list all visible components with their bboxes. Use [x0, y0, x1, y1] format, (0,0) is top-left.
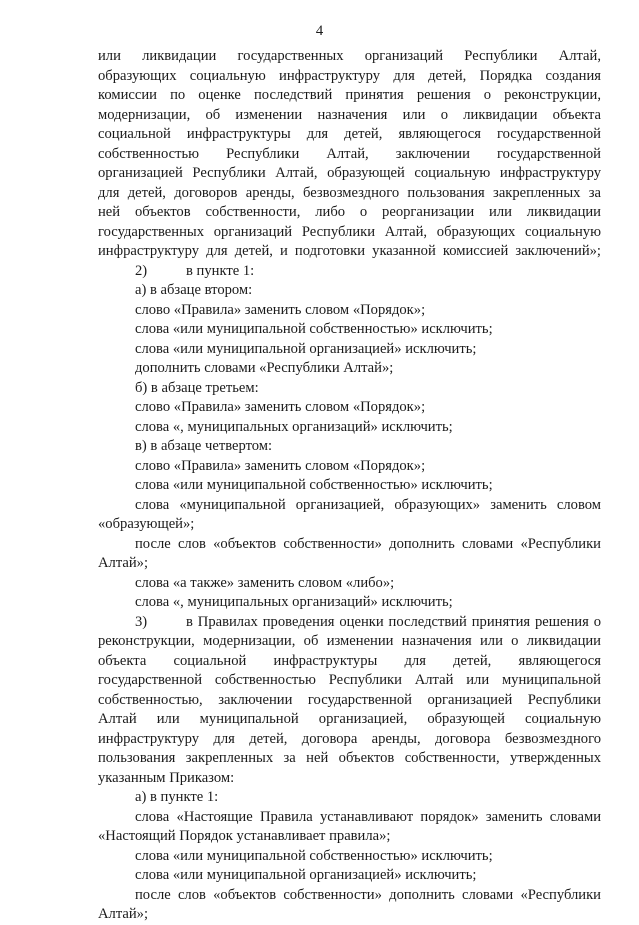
text-line: или ликвидации государственных организаций Республики Алтай,: [98, 48, 601, 64]
text-line: слова «а также» заменить словом «либо»;: [135, 574, 395, 591]
text-line: слова «или муниципальной собственностью» исключить;: [135, 847, 493, 864]
text-line: реконструкции, модернизации, об изменении назначения или о ликвидации: [98, 633, 601, 649]
text-line: а) в абзаце втором:: [135, 282, 253, 298]
text-line: ней объектов собственности, либо о реорганизации или ликвидации: [98, 204, 601, 220]
text-line: для детей, договоров аренды, безвозмездного пользования закрепленных за: [98, 184, 601, 201]
text-line: слово «Правила» заменить словом «Порядок»;: [135, 457, 426, 474]
text-line: Алтай»;: [98, 555, 149, 571]
text-line: слова «Настоящие Правила устанавливают порядок» заменить словами: [135, 808, 601, 825]
text-line: слова «или муниципальной организацией» исключить;: [135, 867, 477, 883]
text-line: в) в абзаце четвертом:: [135, 438, 273, 454]
text-line: собственностью Республики Алтай, заключении государственной: [98, 145, 601, 162]
page-number: 4: [315, 23, 324, 39]
text-line: слова «или муниципальной собственностью» исключить;: [135, 477, 493, 493]
text-line: [98, 613, 601, 633]
text-line: объекта социальной инфраструктуры для детей, являющегося: [98, 652, 601, 669]
text-line: б) в абзаце третьем:: [135, 379, 259, 396]
document-body: [98, 47, 601, 925]
text-line: государственных организаций Республики Алтай, образующих социальную: [98, 223, 601, 240]
text-line: после слов «объектов собственности» дополнить словами «Республики: [135, 886, 601, 903]
text-line: слово «Правила» заменить словом «Порядок»;: [135, 301, 426, 318]
text-line: Алтай или муниципальной организацией, образующей социальную: [98, 711, 601, 727]
text-line: Алтай»;: [98, 906, 149, 922]
text-line: модернизации, об изменении назначения или о ликвидации объекта: [98, 106, 601, 123]
text-line: собственностью, заключении государственной организацией Республики: [98, 691, 601, 708]
text-line: дополнить словами «Республики Алтай»;: [135, 360, 394, 376]
text-line: слова «муниципальной организацией, образующих» заменить словом: [135, 496, 601, 513]
text-line: инфраструктуру для детей, и подготовки указанной комиссией заключений»;: [98, 243, 601, 259]
text-line: социальной инфраструктуры для детей, являющегося государственной: [98, 126, 601, 142]
text-line: «Настоящий Порядок устанавливает правила»;: [98, 828, 391, 844]
text-line: организацией Республики Алтай, образующей социальную инфраструктуру: [98, 165, 601, 181]
text-line: слова «или муниципальной собственностью» исключить;: [135, 321, 493, 337]
list-item-number: 2): [135, 262, 148, 279]
text-line: после слов «объектов собственности» дополнить словами «Республики: [135, 535, 601, 552]
list-item-number: 3): [135, 613, 148, 630]
text-line: а) в пункте 1:: [135, 789, 219, 805]
text-line: слова «, муниципальных организаций» исключить;: [135, 418, 453, 435]
list-item-text: в Правилах проведения оценки последствий принятия решения о: [186, 613, 601, 630]
text-line: «образующей»;: [98, 516, 195, 532]
text-line: пользования закрепленных за ней объектов собственности, утвержденных: [98, 750, 601, 766]
text-line: инфраструктуру для детей, договора аренды, договора безвозмездного: [98, 730, 601, 747]
text-line: образующих социальную инфраструктуру для детей, Порядка создания: [98, 67, 601, 84]
text-line: слово «Правила» заменить словом «Порядок»;: [135, 399, 426, 415]
list-item-text: в пункте 1:: [186, 262, 255, 279]
text-line: слова «, муниципальных организаций» исключить;: [135, 594, 453, 610]
text-line: слова «или муниципальной организацией» исключить;: [135, 340, 477, 357]
text-line: указанным Приказом:: [98, 769, 235, 786]
text-line: [98, 262, 601, 282]
text-line: комиссии по оценке последствий принятия решения о реконструкции,: [98, 87, 601, 103]
text-line: государственной собственностью Республики Алтай или муниципальной: [98, 672, 601, 688]
